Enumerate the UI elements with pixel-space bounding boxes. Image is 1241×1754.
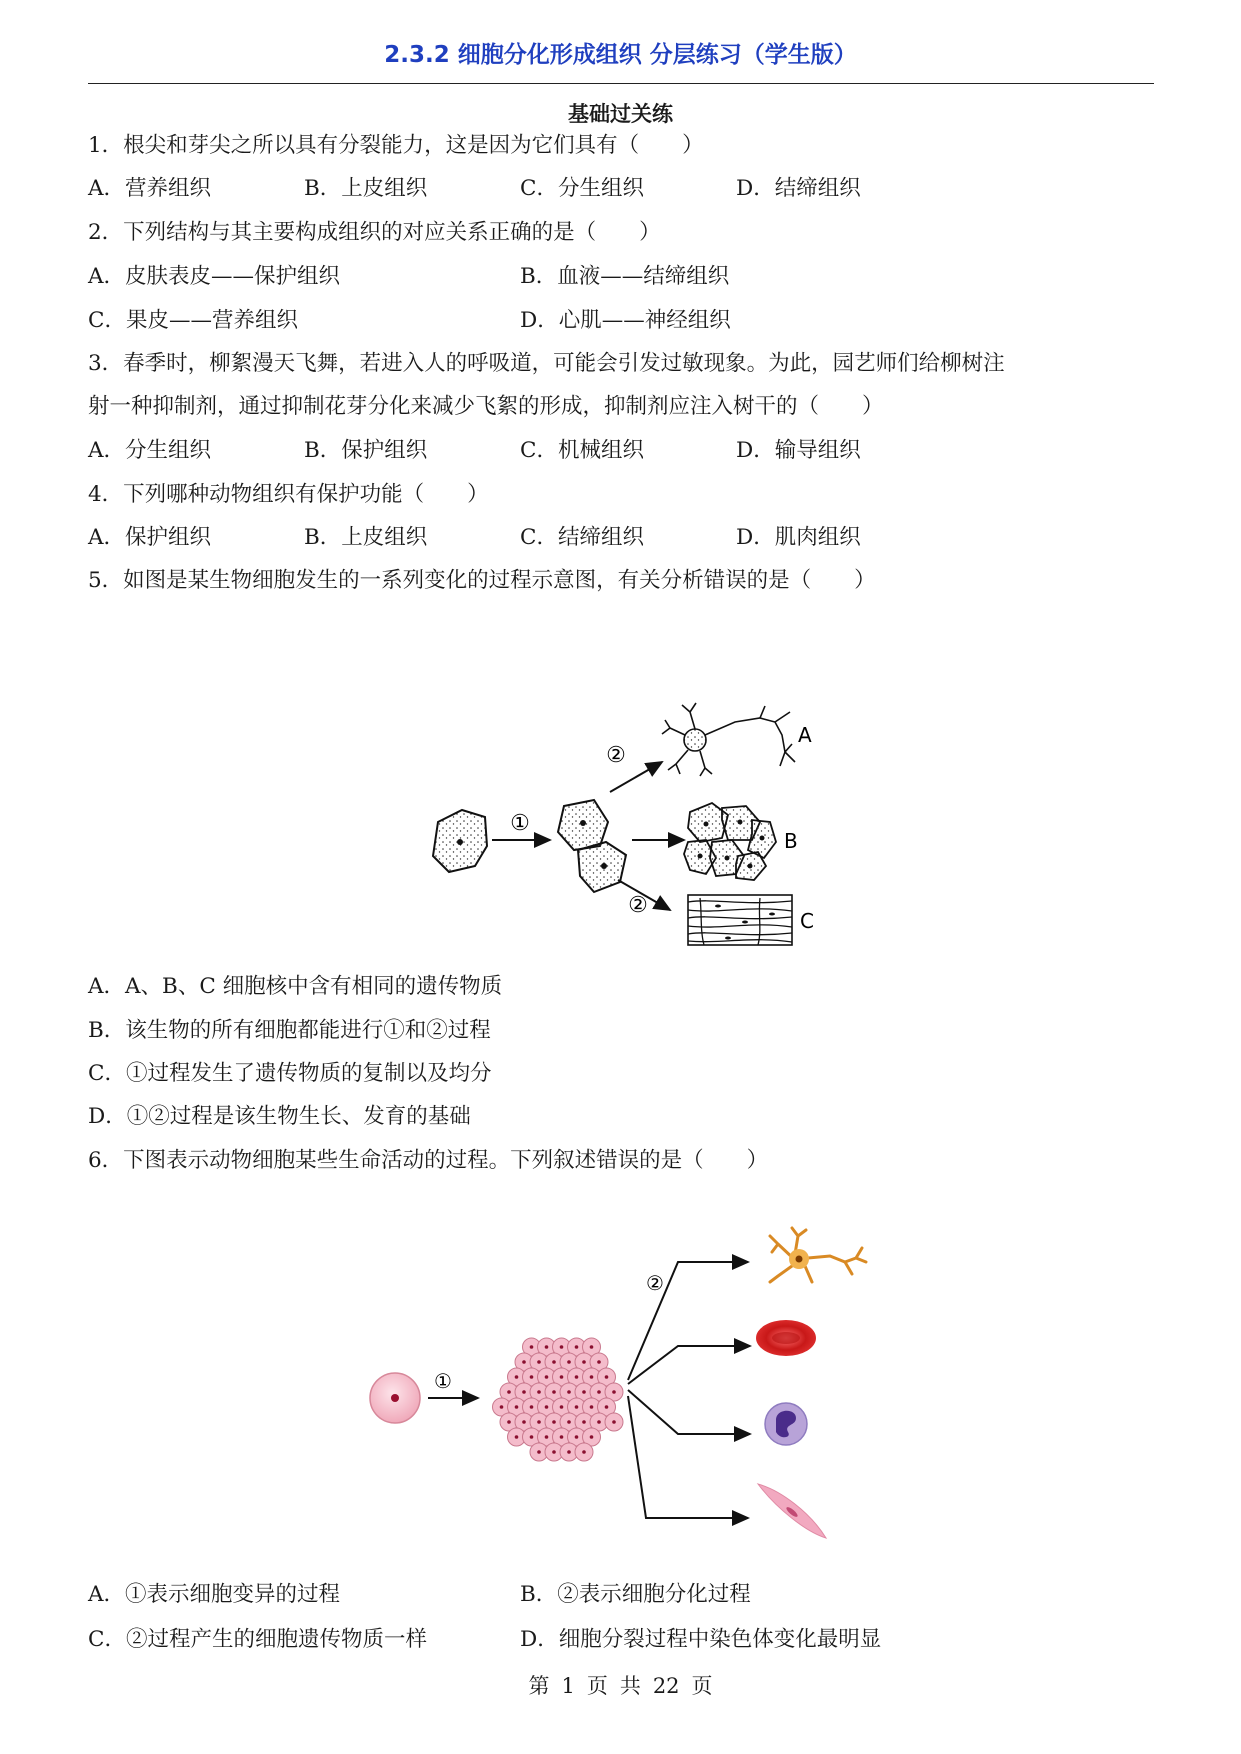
cluster-cell-nucleus	[560, 1375, 564, 1379]
question-3-stem-line2: 射一种抑制剂，通过抑制花芽分化来减少飞絮的形成，抑制剂应注入树干的（ ）	[88, 394, 884, 419]
q6-option-d: D．细胞分裂过程中染色体变化最明显	[520, 1627, 882, 1652]
cluster-cell-nucleus	[500, 1405, 504, 1409]
q1-option-c: C．分生组织	[520, 176, 644, 201]
neuron-sketch-a	[662, 703, 795, 776]
cluster-cell-nucleus	[612, 1420, 616, 1424]
cluster-cell-nucleus	[530, 1405, 534, 1409]
label-c: C	[800, 909, 814, 933]
muscle-fibers-c	[688, 895, 792, 945]
daughter-cell-2-nucleus	[601, 863, 607, 869]
footer-page-unit: 页	[586, 1674, 608, 1698]
cluster-cell-nucleus	[590, 1375, 594, 1379]
cluster-cell-nucleus	[575, 1405, 579, 1409]
cluster-cell-nucleus	[605, 1405, 609, 1409]
neuron-cell	[770, 1228, 866, 1282]
q4-option-a: A．保护组织	[88, 525, 212, 550]
cluster-cell-nucleus	[545, 1345, 549, 1349]
red-blood-cell	[756, 1320, 816, 1356]
smooth-muscle-cell	[758, 1484, 826, 1538]
q3-option-c: C．机械组织	[520, 438, 644, 463]
footer-prefix: 第	[528, 1674, 550, 1698]
cluster-cell-nucleus	[545, 1375, 549, 1379]
cluster-cell-nucleus	[507, 1420, 511, 1424]
figure-cell-division-differentiation	[420, 692, 820, 952]
cell-cluster	[493, 1338, 624, 1461]
cluster-cell-nucleus	[582, 1390, 586, 1394]
footer-page-number: 1	[561, 1674, 575, 1698]
q5-option-c: C．①过程发生了遗传物质的复制以及均分	[88, 1061, 492, 1086]
footer-total-unit: 页	[691, 1674, 713, 1698]
tissue-cluster-b	[684, 803, 776, 880]
q4-option-d: D．肌肉组织	[736, 525, 861, 550]
cluster-cell-nucleus	[537, 1390, 541, 1394]
cluster-cell-nucleus	[605, 1375, 609, 1379]
cluster-cell-nucleus	[582, 1450, 586, 1454]
q6-option-a: A．①表示细胞变异的过程	[88, 1582, 341, 1607]
q1-option-a: A．营养组织	[88, 176, 212, 201]
footer-total-prefix: 共	[619, 1674, 641, 1698]
cluster-cell-nucleus	[522, 1360, 526, 1364]
cluster-cell-nucleus	[575, 1345, 579, 1349]
q4-option-b: B．上皮组织	[304, 525, 428, 550]
cluster-cell-nucleus	[597, 1360, 601, 1364]
q3-option-a: A．分生组织	[88, 438, 212, 463]
cluster-cell-nucleus	[552, 1390, 556, 1394]
label-process-1: ①	[510, 811, 530, 836]
label-process-1: ①	[434, 1369, 452, 1393]
cluster-cell-nucleus	[567, 1420, 571, 1424]
q2-option-a: A．皮肤表皮——保护组织	[88, 264, 341, 289]
q6-option-c: C．②过程产生的细胞遗传物质一样	[88, 1627, 427, 1652]
cluster-cell-nucleus	[597, 1420, 601, 1424]
cluster-cell-nucleus	[552, 1420, 556, 1424]
cluster-cell-nucleus	[575, 1435, 579, 1439]
q5-option-a: A．A、B、C 细胞核中含有相同的遗传物质	[88, 974, 503, 999]
q2-option-b: B．血液——结缔组织	[520, 264, 730, 289]
cluster-cell-nucleus	[612, 1390, 616, 1394]
cluster-cell-nucleus	[530, 1435, 534, 1439]
q3-option-b: B．保护组织	[304, 438, 428, 463]
cluster-cell-nucleus	[552, 1360, 556, 1364]
cluster-cell-nucleus	[522, 1390, 526, 1394]
page-title: 2.3.2 细胞分化形成组织 分层练习（学生版）	[384, 42, 857, 68]
cluster-cell-nucleus	[590, 1405, 594, 1409]
cluster-cell-nucleus	[590, 1345, 594, 1349]
cluster-cell-nucleus	[582, 1420, 586, 1424]
question-5-stem: 5．如图是某生物细胞发生的一系列变化的过程示意图，有关分析错误的是（ ）	[88, 568, 876, 593]
q6-option-b: B．②表示细胞分化过程	[520, 1582, 751, 1607]
q2-option-c: C．果皮——营养组织	[88, 308, 298, 333]
cluster-cell-nucleus	[537, 1360, 541, 1364]
cluster-cell-nucleus	[530, 1345, 534, 1349]
cluster-cell-nucleus	[522, 1420, 526, 1424]
section-title: 基础过关练	[568, 102, 673, 126]
cluster-cell-nucleus	[560, 1435, 564, 1439]
cluster-cell-nucleus	[515, 1435, 519, 1439]
cluster-cell-nucleus	[597, 1390, 601, 1394]
q5-option-d: D．①②过程是该生物生长、发育的基础	[88, 1104, 471, 1129]
original-cell-nucleus	[457, 839, 463, 845]
question-2-stem: 2．下列结构与其主要构成组织的对应关系正确的是（ ）	[88, 220, 661, 245]
question-4-stem: 4．下列哪种动物组织有保护功能（ ）	[88, 482, 489, 507]
header-divider	[88, 83, 1154, 84]
cluster-cell-nucleus	[560, 1405, 564, 1409]
cluster-cell-nucleus	[537, 1450, 541, 1454]
cluster-cell-nucleus	[575, 1375, 579, 1379]
egg-cell-nucleus	[391, 1394, 399, 1402]
cluster-cell-nucleus	[582, 1360, 586, 1364]
figure-animal-cell-differentiation	[365, 1218, 885, 1558]
branch-lines	[628, 1262, 750, 1518]
cluster-cell-nucleus	[537, 1420, 541, 1424]
cluster-cell-nucleus	[507, 1390, 511, 1394]
label-process-2-lower: ②	[628, 893, 648, 918]
cluster-cell-nucleus	[567, 1390, 571, 1394]
question-3-stem-line1: 3．春季时，柳絮漫天飞舞，若进入人的呼吸道，可能会引发过敏现象。为此，园艺师们给柳树注	[88, 351, 1005, 376]
cluster-cell-nucleus	[515, 1375, 519, 1379]
white-blood-cell	[765, 1403, 807, 1445]
label-process-2: ②	[646, 1271, 664, 1295]
cluster-cell-nucleus	[530, 1375, 534, 1379]
cluster-cell-nucleus	[545, 1405, 549, 1409]
q1-option-b: B．上皮组织	[304, 176, 428, 201]
question-6-stem: 6．下图表示动物细胞某些生命活动的过程。下列叙述错误的是（ ）	[88, 1148, 769, 1173]
cluster-cell-nucleus	[515, 1405, 519, 1409]
label-a: A	[798, 723, 812, 747]
footer-total-pages: 22	[652, 1674, 680, 1698]
q2-option-d: D．心肌——神经组织	[520, 308, 731, 333]
label-b: B	[784, 829, 798, 853]
page-footer	[0, 1670, 1241, 1700]
label-process-2-upper: ②	[606, 743, 626, 768]
cluster-cell-nucleus	[590, 1435, 594, 1439]
cluster-cell-nucleus	[567, 1450, 571, 1454]
cluster-cell-nucleus	[545, 1435, 549, 1439]
q3-option-d: D．输导组织	[736, 438, 861, 463]
cluster-cell-nucleus	[560, 1345, 564, 1349]
question-1-stem: 1．根尖和芽尖之所以具有分裂能力，这是因为它们具有（ ）	[88, 133, 704, 158]
daughter-cell-1-nucleus	[580, 820, 586, 826]
q5-option-b: B．该生物的所有细胞都能进行①和②过程	[88, 1018, 491, 1043]
q1-option-d: D．结缔组织	[736, 176, 861, 201]
cluster-cell-nucleus	[567, 1360, 571, 1364]
q4-option-c: C．结缔组织	[520, 525, 644, 550]
cluster-cell-nucleus	[552, 1450, 556, 1454]
